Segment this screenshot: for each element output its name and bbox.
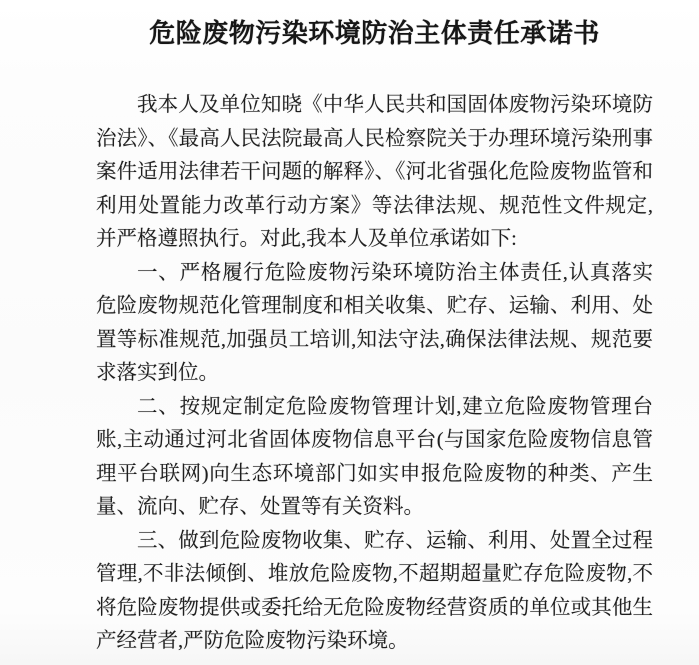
paragraph-intro: 我本人及单位知晓《中华人民共和国固体废物污染环境防治法》、《最高人民法院最高人民检察院关于办理环境污染刑事案件适用法律若干问题的解释》、《河北省强化危险废物监管和利用处置能力改革行动方案》等法律法规、规范性文件规定,并严格遵照执行。对此,我本人及单位承诺如下: [96,94,653,250]
document-content-column [96,0,653,659]
document-title: 危险废物污染环境防治主体责任承诺书 [149,19,600,48]
document-body [96,89,653,659]
paragraph-item-3: 三、做到危险废物收集、贮存、运输、利用、处置全过程管理,不非法倾倒、堆放危险废物,不超期超量贮存危险废物,不将危险废物提供或委托给无危险废物经营资质的单位或其他生产经营者,严防危险废物污染环境。 [96,529,653,652]
paragraph-item-1: 一、严格履行危险废物污染环境防治主体责任,认真落实危险废物规范化管理制度和相关收集、贮存、运输、利用、处置等标准规范,加强员工培训,知法守法,确保法律法规、规范要求落实到位。 [96,261,653,384]
paragraph-item-2: 二、按规定制定危险废物管理计划,建立危险废物管理台账,主动通过河北省固体废物信息平台(与国家危险废物信息管理平台联网)向生态环境部门如实申报危险废物的种类、产生量、流向、贮存、处置等有关资料。 [96,395,653,518]
